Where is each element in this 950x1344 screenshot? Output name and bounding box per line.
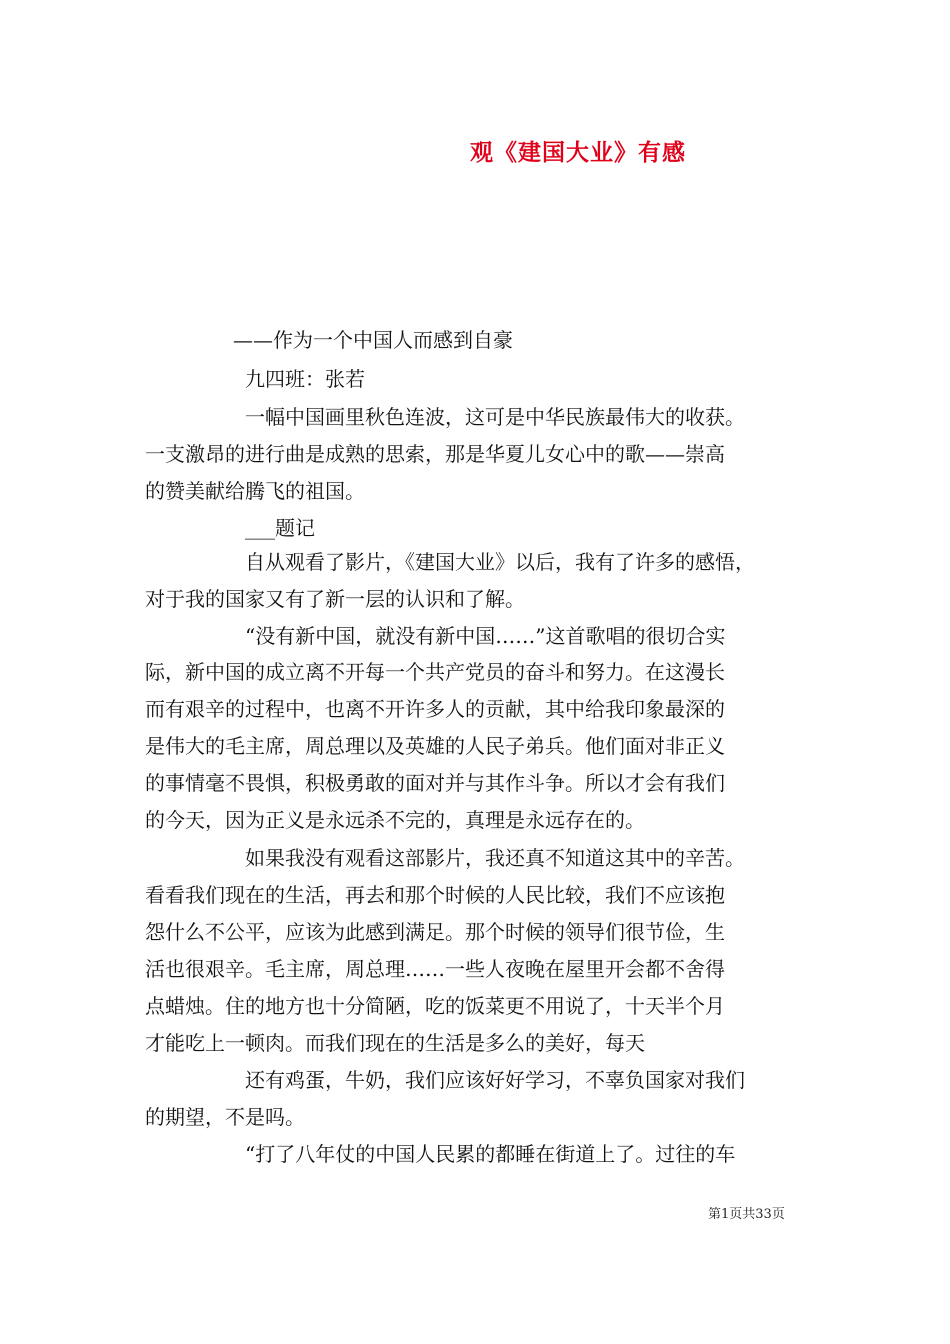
body-line: 的今天，因为正义是永远杀不完的，真理是永远存在的。 — [145, 808, 645, 832]
body-line: 一幅中国画里秋色连波，这可是中华民族最伟大的收获。 — [245, 405, 745, 429]
subtitle: ——作为一个中国人而感到自豪 — [233, 328, 513, 352]
body-line: “打了八年仗的中国人民累的都睡在街道上了。过往的车 — [245, 1142, 736, 1166]
body-line: 的期望，不是吗。 — [145, 1105, 305, 1129]
body-line: 才能吃上一顿肉。而我们现在的生活是多么的美好，每天 — [145, 1031, 645, 1055]
body-line: 如果我没有观看这部影片，我还真不知道这其中的辛苦。 — [245, 846, 745, 870]
body-line: 的赞美献给腾飞的祖国。 — [145, 479, 365, 503]
body-line: 怨什么不公平，应该为此感到满足。那个时候的领导们很节俭，生 — [145, 920, 725, 944]
body-line: 的事情毫不畏惧，积极勇敢的面对并与其作斗争。所以才会有我们 — [145, 771, 725, 795]
body-line: 对于我的国家又有了新一层的认识和了解。 — [145, 587, 525, 611]
author-line: 九四班：张若 — [245, 367, 365, 391]
page-title: 观《建国大业》有感 — [470, 139, 686, 166]
body-line: 点蜡烛。住的地方也十分简陋，吃的饭菜更不用说了，十天半个月 — [145, 994, 725, 1018]
body-line: “没有新中国，就没有新中国……”这首歌唱的很切合实 — [245, 624, 726, 648]
body-line: 而有艰辛的过程中，也离不开许多人的贡献，其中给我印象最深的 — [145, 697, 725, 721]
body-line: 活也很艰辛。毛主席，周总理……一些人夜晚在屋里开会都不舍得 — [145, 957, 725, 981]
epigraph-label: ___题记 — [245, 516, 315, 540]
body-line: 一支激昂的进行曲是成熟的思索，那是华夏儿女心中的歌——崇高 — [145, 442, 725, 466]
body-line: 是伟大的毛主席，周总理以及英雄的人民子弟兵。他们面对非正义 — [145, 734, 725, 758]
body-line: 际，新中国的成立离不开每一个共产党员的奋斗和努力。在这漫长 — [145, 660, 725, 684]
body-line: 自从观看了影片，《建国大业》以后，我有了许多的感悟， — [245, 550, 755, 574]
page-number: 第1页共33页 — [708, 1207, 785, 1222]
body-line: 看看我们现在的生活，再去和那个时候的人民比较，我们不应该抱 — [145, 883, 725, 907]
body-line: 还有鸡蛋，牛奶，我们应该好好学习，不辜负国家对我们 — [245, 1068, 745, 1092]
